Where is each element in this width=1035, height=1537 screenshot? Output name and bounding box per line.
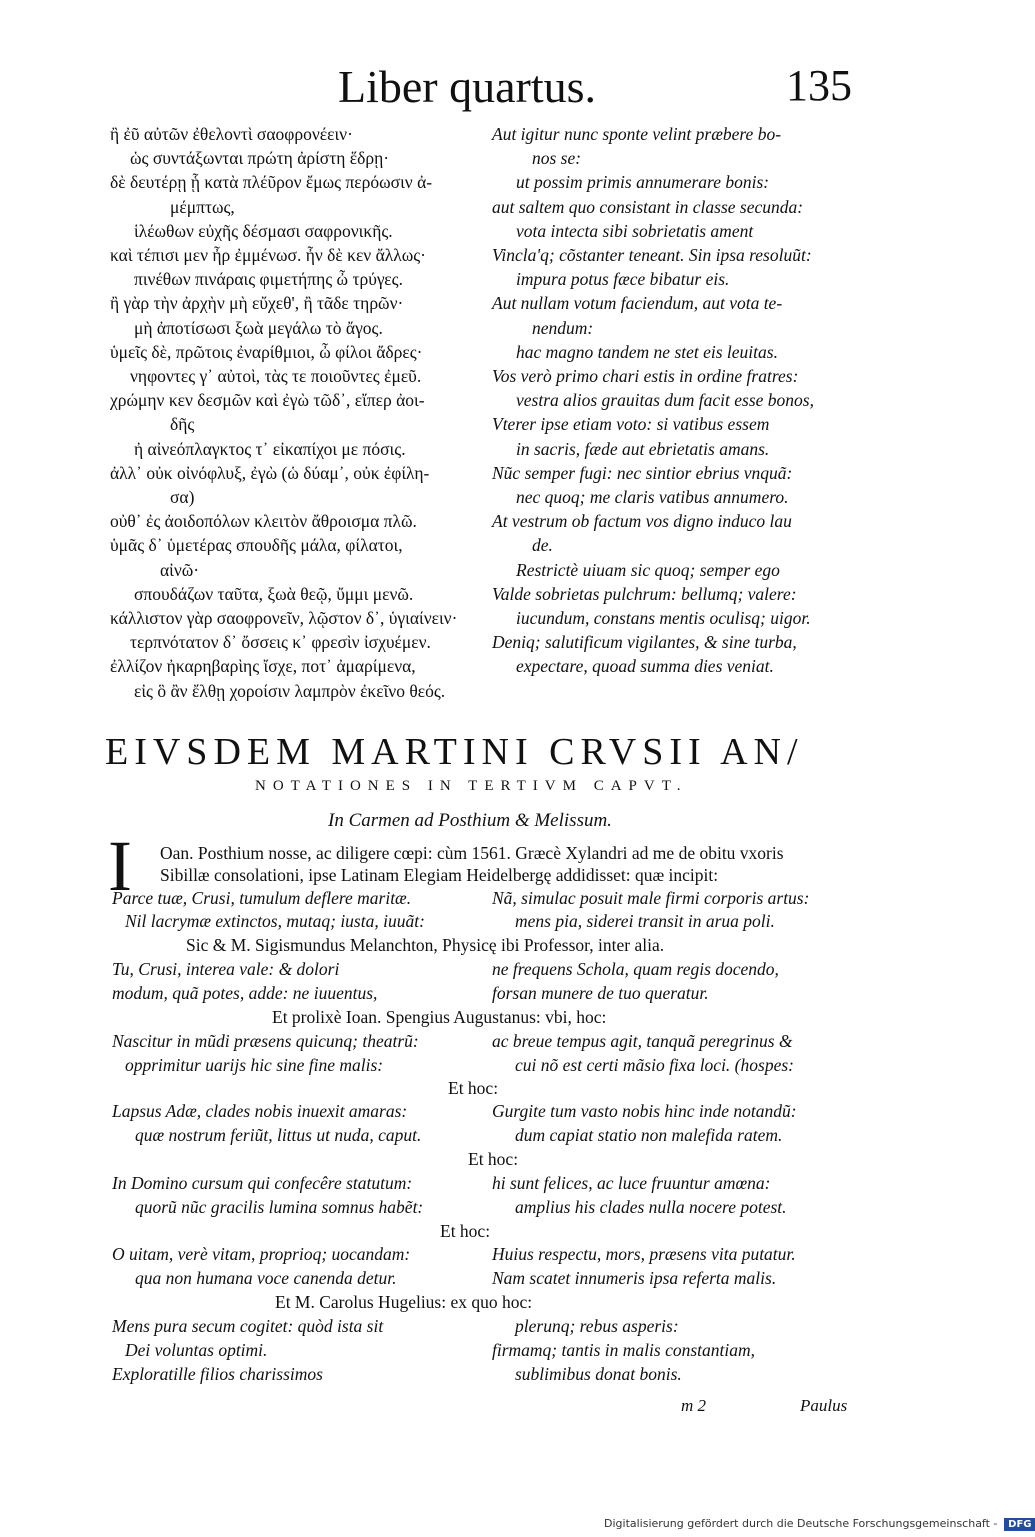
catchword: Paulus [800, 1396, 848, 1415]
verse-line: opprimitur uarijs hic sine fine malis: [125, 1055, 384, 1075]
greek-verse-line: τερπνότατον δ᾽ ὄσσεις κ᾽ φρεσὶν ἰσχυέμεν. [130, 632, 431, 653]
latin-verse-line: in sacris, fæde aut ebrietatis amans. [516, 438, 770, 459]
verse-line: firmamq; tantis in malis constantiam, [492, 1340, 755, 1360]
greek-verse-line: ἠ αἰνεόπλαγκτος τ᾽ εἰκαπίχοι με πόσις. [134, 438, 406, 459]
verse-line: Nil lacrymæ extinctos, mutaq; iusta, iuuãt: [125, 911, 425, 931]
greek-verse-line: ἢ γὰρ τὴν ἀρχὴν μὴ εὔχεθ', ἢ τᾶδε τηρῶν· [110, 293, 404, 314]
verse-line: Nã, simulac posuit male firmi corporis artus: [492, 888, 810, 908]
latin-verse-line: de. [532, 535, 553, 556]
section-heading: EIVSDEM MARTINI CRVSII AN/ [105, 731, 804, 773]
verse-line: qua non humana voce canenda detur. [135, 1268, 397, 1288]
dfg-logo-icon: DFG [1004, 1518, 1035, 1531]
greek-verse-line: ὑμᾶς δ᾽ ὑμετέρας σπουδῆς μάλα, φίλατοι, [110, 535, 403, 556]
verse-line: Parce tuæ, Crusi, tumulum deflere maritæ. [112, 888, 412, 908]
latin-verse-line: ut possim primis annumerare bonis: [516, 172, 770, 193]
page-header [0, 50, 1000, 120]
verse-line: Dei voluntas optimi. [125, 1340, 268, 1360]
greek-verse-line: δὲ δευτέρῃ ᾗ κατὰ πλέῦρον ἔμως περόωσιν ἀ- [110, 172, 433, 193]
verse-line: In Domino cursum qui confecêre statutum: [112, 1173, 413, 1193]
verse-line: Nascitur in mũdi præsens quicunq; theatrũ: [112, 1031, 419, 1051]
latin-verse-line: nos se: [532, 148, 582, 169]
latin-verse-line: Vterer ipse etiam voto: si vatibus essem [492, 414, 770, 435]
latin-verse-line: iucundum, constans mentis oculisq; uigor. [516, 608, 811, 628]
latin-verse-line: At vestrum ob factum vos digno induco lau [492, 511, 792, 532]
verse-line: Huius respectu, mors, præsens vita putatur. [492, 1244, 796, 1264]
verse-line: ac breue tempus agit, tanquã peregrinus & [492, 1031, 793, 1051]
intro-line: Sic & M. Sigismundus Melanchton, Physicę ibi Professor, inter alia. [186, 935, 665, 955]
verse-line: Tu, Crusi, interea vale: & dolori [112, 959, 340, 979]
greek-verse-line: μέμπτως, [170, 196, 235, 217]
greek-verse-line: ὡς συντάξωνται πρώτη ἀρίστη ἕδρῃ· [130, 148, 390, 169]
dfg-credit-text: Digitalisierung gefördert durch die Deutsche Forschungsgemeinschaft - [604, 1517, 998, 1530]
latin-verse-line: nec quoq; me claris vatibus annumero. [516, 487, 789, 507]
latin-verse-line: Deniq; salutificum vigilantes, & sine turba, [492, 632, 797, 653]
latin-verse-line: vestra alios grauitas dum facit esse bonos, [516, 390, 814, 411]
running-title: Liber quartus. [338, 61, 597, 112]
latin-verse-line: expectare, quoad summa dies veniat. [516, 656, 774, 677]
latin-verse-line: aut saltem quo consistant in classe secunda: [492, 196, 804, 217]
latin-verse-line: Vos verò primo chari estis in ordine fratres: [492, 366, 799, 386]
verse-line: cui nõ est certi mãsio fixa loci. (hospes: [515, 1055, 794, 1075]
latin-verse-line: Valde sobrietas pulchrum: bellumq; valere: [492, 583, 797, 604]
greek-verse-line: ἐλλίζον ἠκαρηβαρὶης ἴσχε, ποτ᾽ ἀμαρίμενα, [110, 656, 416, 677]
greek-verse-line: χρώμην κεν δεσμῶν καὶ ἐγὼ τῶδ᾽, εἴπερ ἀοι- [110, 390, 425, 411]
verse-line: sublimibus donat bonis. [515, 1364, 682, 1384]
signature-mark: m 2 [681, 1396, 707, 1415]
section-subtitle: In Carmen ad Posthium & Melissum. [328, 810, 612, 831]
verse-line: quæ nostrum feriũt, littus ut nuda, caput. [135, 1125, 422, 1145]
intro-line: Et prolixè Ioan. Spengius Augustanus: vbi, hoc: [272, 1007, 607, 1027]
verse-line: dum capiat statio non malefida ratem. [515, 1125, 783, 1145]
prose-line: Oan. Posthium nosse, ac diligere cœpi: cùm 1561. Græcè Xylandri ad me de obitu vxoris [160, 843, 784, 863]
drop-capital: I [108, 826, 132, 906]
greek-verse-line: οὐθ᾽ ἐς ἀοιδοπόλων κλειτὸν ἄθροισμα πλῶ. [110, 511, 417, 532]
greek-verse-line: ὑμεῖς δὲ, πρῶτοις ἐναρίθμιοι, ὦ φίλοι ἄδρες· [110, 341, 423, 362]
verse-line: hi sunt felices, ac luce fruuntur amœna: [492, 1173, 771, 1193]
verse-line: Lapsus Adæ, clades nobis inuexit amaras: [112, 1101, 408, 1121]
greek-verse-line: εἰς ὃ ἂν ἔλθῃ χοροίσιν λαμπρὸν ἐκεῖνο θεός. [134, 680, 446, 701]
latin-verse-line: Nũc semper fugi: nec sintior ebrius vnquã: [492, 462, 793, 483]
verse-line: amplius his clades nulla nocere potest. [515, 1197, 787, 1217]
verse-line: Exploratille filios charissimos [112, 1364, 323, 1384]
verse-line: Mens pura secum cogitet: quòd ista sit [112, 1316, 384, 1336]
greek-verse-line: ἱλέωθων εὐχῆς δέσμασι σαφρονικῆς. [134, 220, 393, 241]
verse-line: O uitam, verè vitam, proprioq; uocandam: [112, 1244, 411, 1264]
verse-line: quorũ nũc gracilis lumina somnus habẽt: [135, 1197, 424, 1217]
page-number: 135 [786, 61, 852, 110]
latin-verse-line: Aut nullam votum faciendum, aut vota te- [492, 293, 783, 314]
greek-verse-line: ἢ ἐῦ αὐτῶν ἐθελοντὶ σαοφρονέειν· [110, 124, 353, 144]
greek-verse-line: νηφοντες γ᾽ αὐτοὶ, τὰς τε ποιοῦντες ἐμεῦ. [130, 366, 422, 386]
verse-line: mens pia, siderei transit in arua poli. [515, 911, 775, 931]
greek-verse-line: ἀλλ᾽ οὐκ οἰνόφλυξ, ἐγὼ (ὡ δύαμ᾽, οὐκ ἐφίλη- [110, 462, 430, 483]
intro-line: Et M. Carolus Hugelius: ex quo hoc: [275, 1292, 533, 1312]
latin-verse-line: nendum: [532, 317, 594, 338]
verse-line: Nam scatet innumeris ipsa referta malis. [492, 1268, 777, 1288]
intro-line: Et hoc: [448, 1078, 499, 1098]
latin-verse-line: vota intecta sibi sobrietatis ament [516, 220, 754, 241]
verse-line: Gurgite tum vasto nobis hinc inde notandũ: [492, 1101, 797, 1121]
prose-line: Sibillæ consolationi, ipse Latinam Elegiam Heidelbergę addidisset: quæ incipit: [160, 865, 719, 885]
greek-verse-line: μὴ ἀποτίσωσι ξωὰ μεγάλω τὸ ἄγος. [134, 317, 383, 338]
intro-line: Et hoc: [468, 1149, 519, 1169]
section-subheading: NOTATIONES IN TERTIVM CAPVT. [255, 778, 688, 794]
greek-verse-line: καὶ τέπισι μεν ἦρ ἐμμένωσ. ἦν δὲ κεν ἄλλως· [110, 245, 426, 265]
greek-verse-line: σα) [170, 487, 195, 507]
greek-verse-line: αἰνῶ· [160, 559, 200, 580]
greek-verse-line: δῆς [170, 414, 195, 435]
greek-verse-line: πινέθων πινάραις φιμετήπης ὦ τρύγες. [134, 269, 403, 290]
latin-verse-line: Vincla'q; cõstanter teneant. Sin ipsa resoluũt: [492, 245, 812, 265]
verse-line: ne frequens Schola, quam regis docendo, [492, 959, 779, 979]
verse-line: modum, quã potes, adde: ne iuuentus, [112, 983, 378, 1003]
latin-verse-line: Restrictè uiuam sic quoq; semper ego [516, 559, 780, 580]
greek-verse-line: κάλλιστον γὰρ σαοφρονεῖν, λῷστον δ᾽, ὑγιαίνειν· [110, 608, 458, 628]
intro-line: Et hoc: [440, 1221, 491, 1241]
greek-verse-line: σπουδάζων ταῦτα, ξωὰ θεῷ, ὔμμι μενῶ. [134, 583, 414, 604]
verse-line: forsan munere de tuo queratur. [492, 983, 709, 1003]
dfg-credit [604, 1517, 1035, 1535]
latin-verse-line: Aut igitur nunc sponte velint præbere bo- [492, 124, 782, 144]
verse-line: plerunq; rebus asperis: [515, 1316, 679, 1336]
latin-verse-line: impura potus fæce bibatur eis. [516, 269, 730, 290]
latin-verse-line: hac magno tandem ne stet eis leuitas. [516, 341, 778, 362]
